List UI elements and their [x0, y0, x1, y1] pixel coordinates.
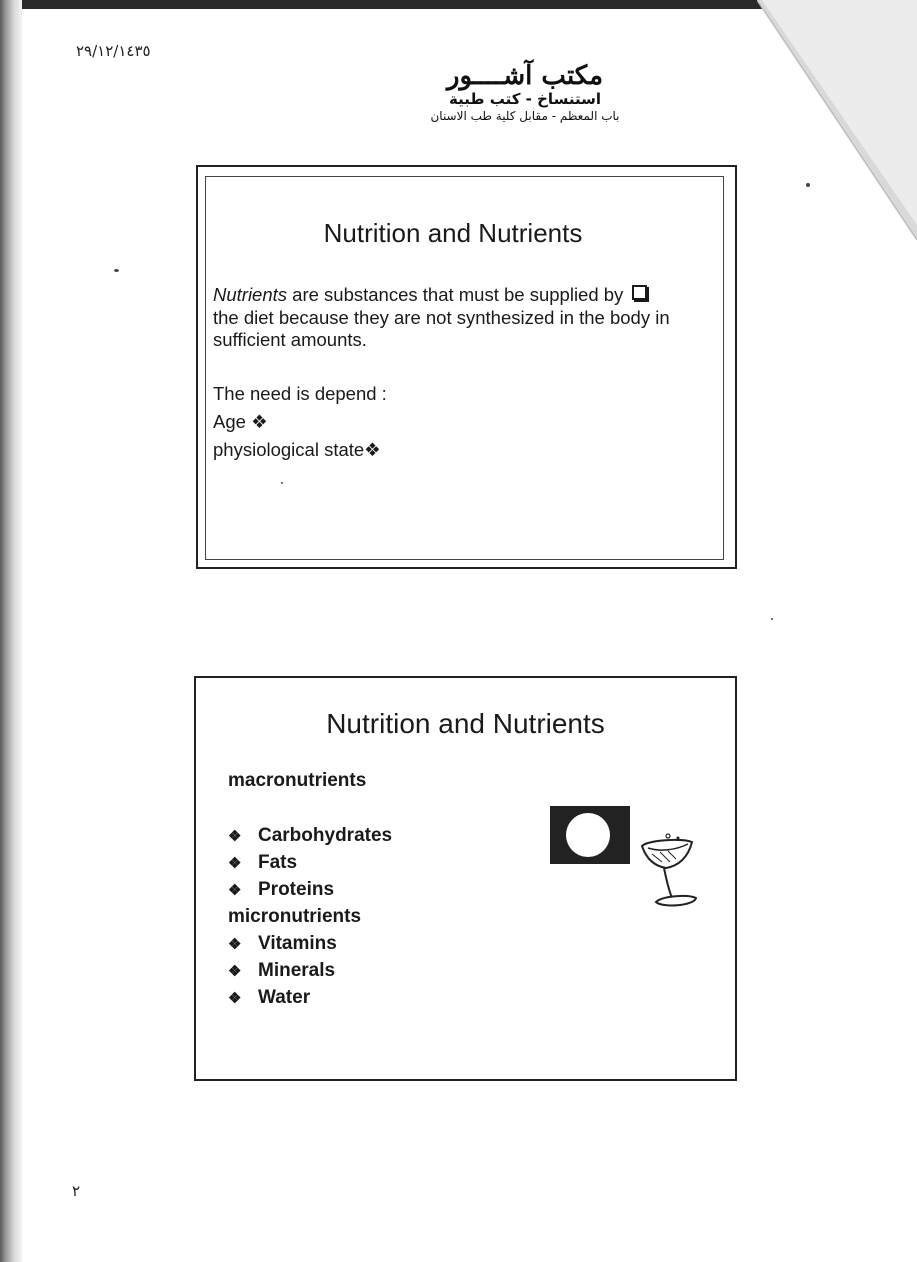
- page-number: ٢: [72, 1182, 81, 1200]
- four-diamond-bullet-icon: ❖: [228, 963, 242, 980]
- scan-speck: [771, 618, 773, 620]
- four-diamond-bullet-icon: ❖: [228, 882, 242, 899]
- list-item: [228, 852, 297, 874]
- definition-term: Nutrients: [213, 284, 288, 305]
- stamp-title: مكتب آشــــور: [446, 61, 604, 91]
- stamp-address: باب المعظم - مقابل كلية طب الاسنان: [430, 109, 620, 123]
- definition-line-2: the diet because they are not synthesized in the body in: [213, 306, 670, 328]
- scan-edge-left: [0, 0, 22, 1262]
- four-diamond-bullet-icon: ❖: [228, 855, 242, 872]
- list-item-label: Water: [258, 987, 311, 1008]
- list-item: [228, 825, 392, 847]
- factor-label: physiological state: [213, 439, 365, 460]
- definition-line-1: are substances that must be supplied by: [287, 284, 624, 305]
- four-diamond-bullet-icon: ❖: [228, 990, 242, 1007]
- stamp-subtitle: استنساخ - كتب طبية: [449, 90, 601, 108]
- factor-item: [213, 439, 381, 461]
- list-item-label: Carbohydrates: [258, 825, 393, 846]
- list-item: [228, 879, 334, 901]
- macronutrients-heading: macronutrients: [228, 770, 367, 791]
- four-diamond-bullet-icon: ❖: [228, 936, 242, 953]
- need-label: The need is depend :: [213, 383, 387, 404]
- cocktail-glass-clipart: [638, 832, 700, 912]
- list-item-label: Proteins: [258, 879, 335, 900]
- list-item-label: Fats: [258, 852, 298, 873]
- slide-1-title: Nutrition and Nutrients: [323, 218, 583, 248]
- folded-corner: [757, 0, 917, 240]
- definition-line-3: sufficient amounts.: [213, 329, 367, 350]
- micronutrients-heading: micronutrients: [228, 906, 362, 927]
- scan-speck: [806, 183, 810, 187]
- scan-speck: [114, 269, 119, 272]
- factor-label: Age: [213, 411, 246, 432]
- list-item-label: Vitamins: [258, 933, 337, 954]
- square-bullet-icon: [632, 285, 647, 300]
- four-diamond-bullet-icon: ❖: [364, 439, 381, 460]
- factor-item: [213, 411, 268, 433]
- print-shop-stamp: [410, 62, 640, 142]
- header-date: ٢٩/١٢/١٤٣٥: [76, 42, 151, 60]
- list-item: [228, 960, 335, 982]
- scan-speck: [281, 482, 283, 484]
- plate-clipart-circle: [566, 813, 610, 857]
- four-diamond-bullet-icon: ❖: [228, 828, 242, 845]
- list-item-label: Minerals: [258, 960, 336, 981]
- list-item: [228, 987, 310, 1009]
- slide-2-title: Nutrition and Nutrients: [326, 708, 605, 739]
- list-item: [228, 933, 337, 955]
- slide-1-definition: [213, 284, 713, 352]
- four-diamond-bullet-icon: ❖: [251, 411, 268, 432]
